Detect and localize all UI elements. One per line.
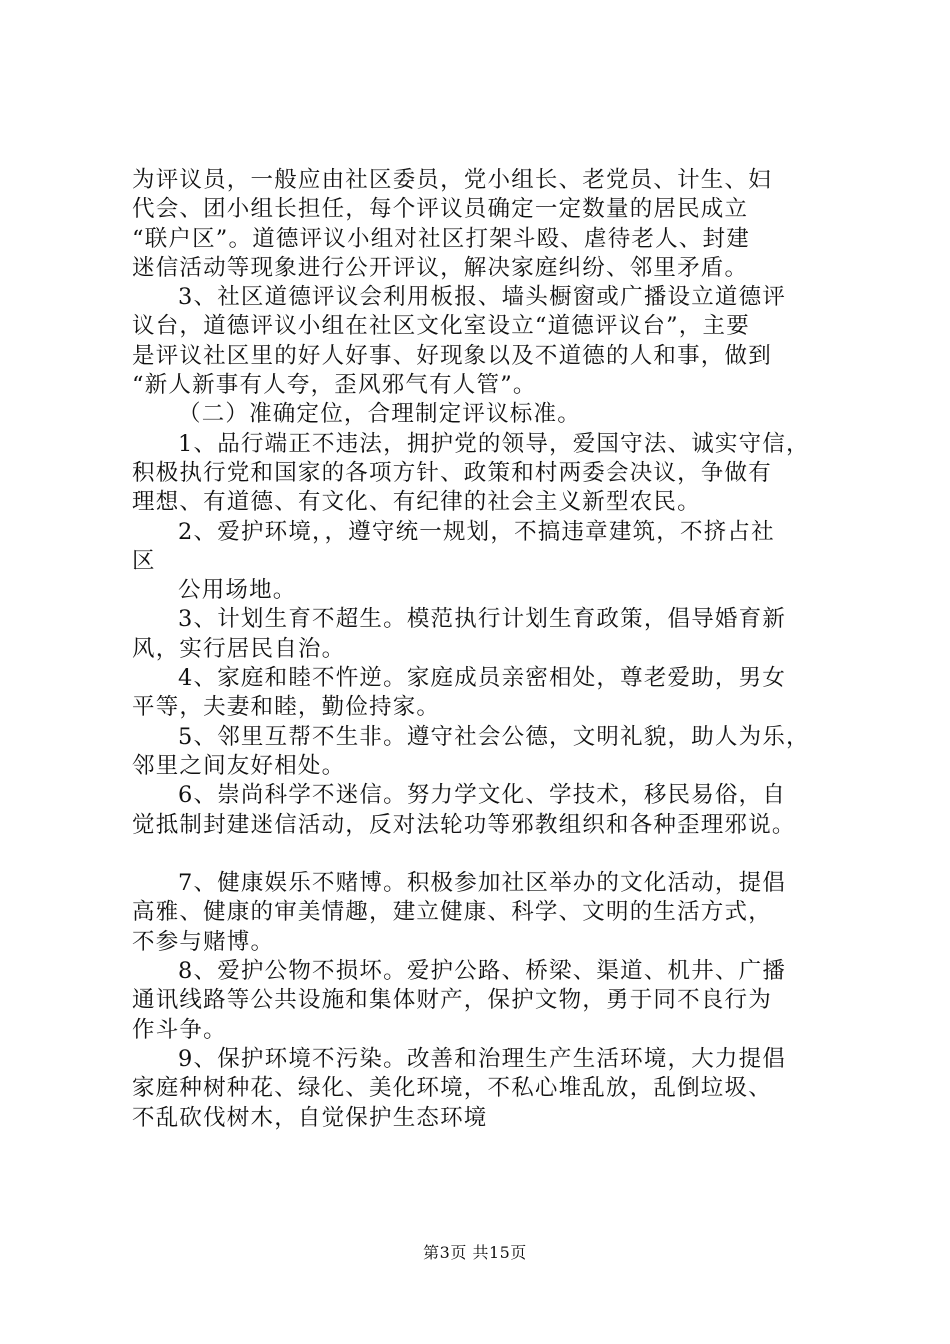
text-line: 区 [132, 547, 156, 574]
text-line: “新人新事有人夸，歪风邪气有人管”。 [132, 372, 537, 399]
paragraph-start-line: 1、品行端正不违法，拥护党的领导，爱国守法、诚实守信， [178, 430, 810, 457]
paragraph-start-line: 8、爱护公物不损坏。爱护公路、桥梁、渠道、机井、广播 [178, 958, 787, 985]
text-line: 邻里之间友好相处。 [132, 752, 346, 779]
text-line: 迷信活动等现象进行公开评议，解决家庭纠纷、邻里矛盾。 [132, 254, 749, 281]
section-heading: （二）准确定位，合理制定评议标准。 [178, 401, 581, 428]
text-line: 作斗争。 [132, 1016, 227, 1043]
text-line: 代会、团小组长担任，每个评议员确定一定数量的居民成立 [132, 196, 749, 223]
paragraph-start-line: 7、健康娱乐不赌博。积极参加社区举办的文化活动，提倡 [178, 870, 787, 897]
text-line: 积极执行党和国家的各项方针、政策和村两委会决议，争做有 [132, 459, 772, 486]
paragraph-start-line: 4、家庭和睦不忤逆。家庭成员亲密相处，尊老爱助，男女 [178, 665, 787, 692]
text-line: 议台，道德评议小组在社区文化室设立“道德评议台”，主要 [132, 313, 750, 340]
text-line: “联户区”。道德评议小组对社区打架斗殴、虐待老人、封建 [132, 225, 750, 252]
paragraph-start-line: 2、爱护环境，，遵守统一规划，不搞违章建筑，不挤占社 [178, 518, 775, 545]
text-line: 理想、有道德、有文化、有纪律的社会主义新型农民。 [132, 489, 701, 516]
text-line: 高雅、健康的审美情趣，建立健康、科学、文明的生活方式， [132, 899, 772, 926]
text-line: 风，实行居民自治。 [132, 635, 346, 662]
text-line: 平等，夫妻和睦，勤俭持家。 [132, 694, 441, 721]
paragraph-start-line: 9、保护环境不污染。改善和治理生产生活环境，大力提倡 [178, 1045, 787, 1072]
paragraph-start-line: 3、社区道德评议会利用板报、墙头橱窗或广播设立道德评 [178, 284, 787, 311]
document-body [132, 166, 842, 1133]
text-line: 不参与赌博。 [132, 928, 275, 955]
paragraph-start-line: 5、邻里互帮不生非。遵守社会公德，文明礼貌，助人为乐， [178, 723, 810, 750]
text-line: 不乱砍伐树木，自觉保护生态环境 [132, 1104, 488, 1131]
text-line: 是评议社区里的好人好事、好现象以及不道德的人和事，做到 [132, 342, 772, 369]
text-line: 通讯线路等公共设施和集体财产，保护文物，勇于同不良行为 [132, 987, 772, 1014]
blank-line [132, 840, 842, 869]
page-number-footer: 第3页 共15页 [423, 1243, 527, 1262]
text-line: 觉抵制封建迷信活动，反对法轮功等邪教组织和各种歪理邪说。 [132, 811, 796, 838]
text-line: 家庭种树种花、绿化、美化环境，不私心堆乱放，乱倒垃圾、 [132, 1075, 772, 1102]
paragraph-start-line: 6、崇尚科学不迷信。努力学文化、学技术，移民易俗，自 [178, 782, 787, 809]
text-line: 为评议员，一般应由社区委员，党小组长、老党员、计生、妇 [132, 167, 772, 193]
paragraph-start-line: 3、计划生育不超生。模范执行计划生育政策，倡导婚育新 [178, 606, 787, 633]
text-line: 公用场地。 [178, 577, 297, 604]
